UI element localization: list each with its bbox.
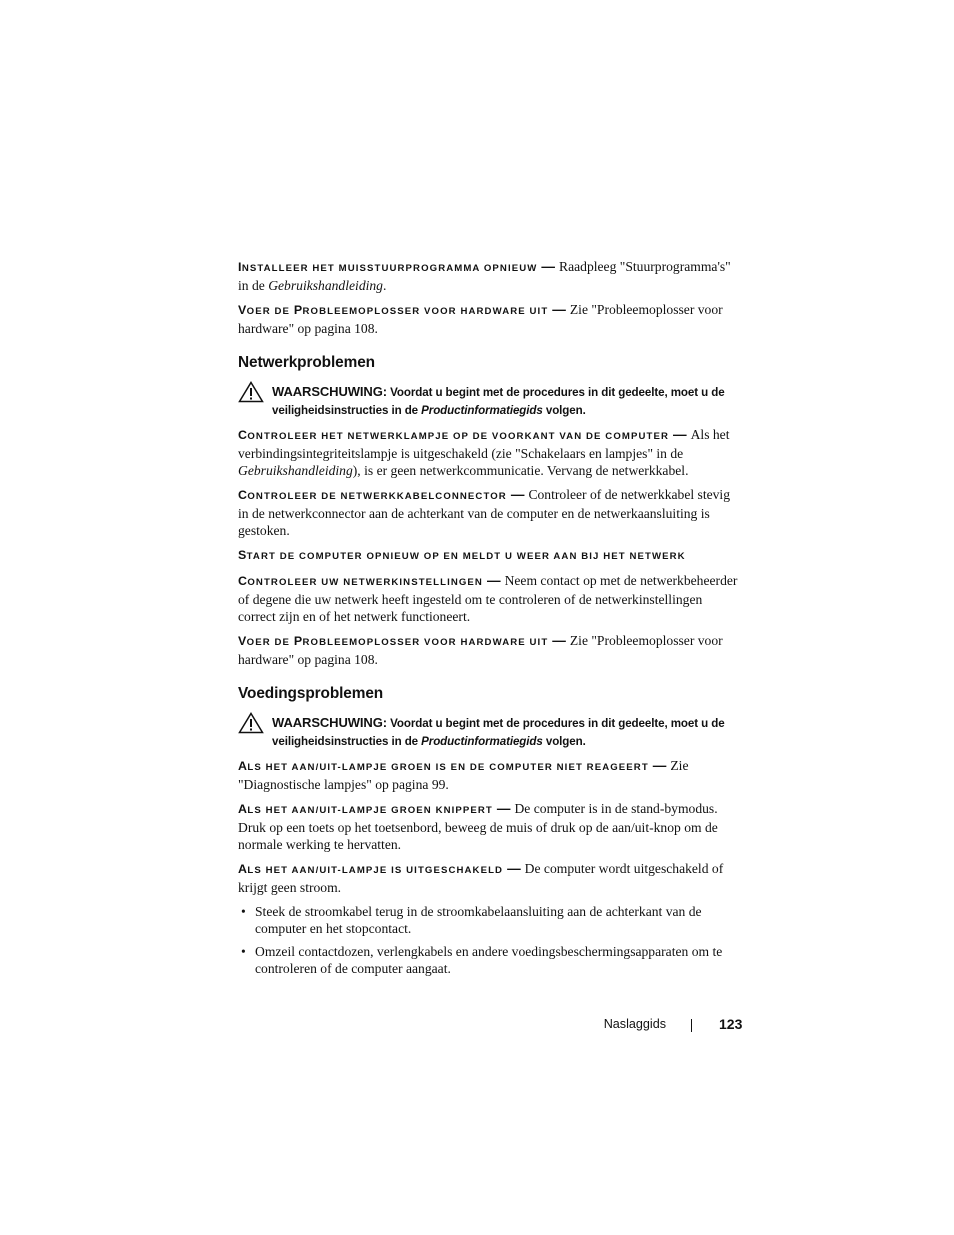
em-dash: —: [652, 758, 667, 773]
lead-initial: C: [238, 488, 248, 502]
lead-text: LS HET AAN/UIT-LAMPJE GROEN IS EN DE COMPUTER NIET REAGEERT: [247, 762, 649, 773]
list-item: [238, 943, 738, 977]
em-dash: —: [552, 302, 566, 317]
lead-text: NSTALLEER HET MUISSTUURPROGRAMMA OPNIEUW: [241, 263, 538, 274]
lead-initial: C: [238, 428, 248, 442]
warning-text-end: volgen.: [542, 734, 586, 748]
warning-block: [238, 714, 738, 750]
lead-text: ONTROLEER HET NETWERKLAMPJE OP DE VOORKANT VAN DE COMPUTER: [247, 431, 669, 442]
em-dash: —: [673, 427, 687, 442]
item-lead: [238, 428, 669, 442]
lead-text: ROBLEEMOPLOSSER VOOR HARDWARE UIT: [302, 637, 549, 648]
lead-text: LS HET AAN/UIT-LAMPJE IS UITGESCHAKELD: [247, 865, 504, 876]
bullet-icon: •: [241, 904, 246, 919]
item-text-end: ), is er geen netwerkcommunicatie. Vervang de netwerkkabel.: [352, 463, 689, 478]
lead-text: LS HET AAN/UIT-LAMPJE GROEN KNIPPERT: [247, 805, 493, 816]
warning-block: [238, 383, 738, 419]
item-text: Zie "Probleemoplosser voor hardware" op pagina 108.: [238, 302, 723, 336]
section-heading-power: Voedingsproblemen: [238, 685, 384, 702]
em-dash: —: [486, 573, 501, 588]
lead-initial: C: [238, 574, 248, 588]
warning-italic: Productinformatiegids: [421, 403, 543, 417]
em-dash: —: [552, 633, 566, 648]
item-text: Zie "Probleemoplosser voor hardware" op pagina 108.: [238, 633, 723, 667]
lead-text: ONTROLEER DE NETWERKKABELCONNECTOR: [247, 491, 507, 502]
lead-initial: I: [238, 260, 242, 274]
warning-label: WAARSCHUWING:: [272, 384, 387, 399]
lead-text: TART DE COMPUTER OPNIEUW OP EN MELDT U WEER AAN BIJ HET NETWERK: [246, 551, 686, 562]
troubleshoot-item: [238, 258, 738, 294]
page-footer: [0, 1015, 954, 1035]
lead-initial: V: [238, 303, 247, 317]
troubleshoot-item: [238, 632, 738, 668]
lead-text: OER DE: [246, 306, 294, 317]
item-lead: [238, 634, 549, 648]
troubleshoot-item: [238, 860, 738, 896]
troubleshoot-item: [238, 426, 738, 479]
page-content: [238, 258, 738, 983]
item-text: De computer is in de stand-bymodus. Druk op een toets op het toetsenbord, beweeg de muis of druk op de aan/uit-knop om de normale werking te hervatten.: [238, 801, 718, 852]
page-number: 123: [719, 1016, 743, 1032]
item-text-end: .: [382, 278, 387, 293]
em-dash: —: [507, 861, 521, 876]
item-lead: [238, 488, 507, 502]
troubleshoot-item: [238, 800, 738, 853]
warning-label: WAARSCHUWING:: [272, 715, 387, 730]
item-italic: Gebruikshandleiding: [268, 278, 383, 293]
item-text: Raadpleeg "Stuurprogramma's" in de: [238, 259, 731, 293]
footer-divider: [691, 1019, 692, 1032]
lead-text: ROBLEEMOPLOSSER VOOR HARDWARE UIT: [302, 306, 549, 317]
item-lead: [238, 548, 686, 562]
item-lead: [238, 574, 483, 588]
lead-text: ONTROLEER UW NETWERKINSTELLINGEN: [247, 577, 483, 588]
warning-text: Voordat u begint met de procedures in dit gedeelte, moet u de veiligheidsinstructies in de: [272, 386, 725, 417]
item-lead: [238, 802, 493, 816]
warning-text: Voordat u begint met de procedures in dit gedeelte, moet u de veiligheidsinstructies in de: [272, 717, 725, 748]
lead-initial: A: [238, 802, 248, 816]
lead-initial: P: [293, 634, 303, 648]
lead-initial: S: [238, 548, 247, 562]
lead-initial: A: [238, 759, 248, 773]
em-dash: —: [541, 259, 556, 274]
em-dash: —: [496, 801, 511, 816]
warning-italic: Productinformatiegids: [421, 734, 543, 748]
item-lead: [238, 862, 504, 876]
warning-text-end: volgen.: [542, 403, 586, 417]
lead-initial: P: [293, 303, 303, 317]
lead-initial: V: [238, 634, 247, 648]
item-text: De computer wordt uitgeschakeld of krijgt geen stroom.: [238, 861, 724, 895]
list-item-text: Steek de stroomkabel terug in de stroomkabelaansluiting aan de achterkant van de computer en het stopcontact.: [255, 904, 702, 936]
lead-text: OER DE: [246, 637, 294, 648]
bullet-icon: •: [241, 944, 246, 959]
em-dash: —: [510, 487, 525, 502]
item-lead: [238, 759, 649, 773]
section-heading-network: Netwerkproblemen: [238, 354, 375, 371]
warning-triangle-icon: [238, 712, 264, 734]
lead-initial: A: [238, 862, 248, 876]
bullet-list: [238, 903, 738, 977]
item-lead: [238, 260, 538, 274]
troubleshoot-item: [238, 757, 738, 793]
troubleshoot-item: [238, 572, 738, 625]
item-italic: Gebruikshandleiding: [238, 463, 353, 478]
list-item-text: Omzeil contactdozen, verlengkabels en andere voedingsbeschermingsapparaten om te controleren of de computer aangaat.: [255, 944, 723, 976]
troubleshoot-item: [238, 546, 738, 565]
list-item: [238, 903, 738, 937]
item-text: Als het verbindingsintegriteitslampje is uitgeschakeld (zie "Schakelaars en lampjes" in de: [238, 427, 730, 461]
troubleshoot-item: [238, 301, 738, 337]
item-text: Controleer of de netwerkkabel stevig in de netwerkconnector aan de achterkant van de computer en de netwerkaansluiting is gestoken.: [238, 487, 731, 538]
footer-title: Naslaggids: [603, 1017, 666, 1031]
item-text: Neem contact op met de netwerkbeheerder of degene die uw netwerk heeft ingesteld om te controleren of de netwerkinstellingen correct zijn en of het netwerk functioneert.: [238, 573, 738, 624]
item-lead: [238, 303, 549, 317]
item-text: Zie "Diagnostische lampjes" op pagina 99.: [238, 758, 689, 792]
troubleshoot-item: [238, 486, 738, 539]
warning-triangle-icon: [238, 381, 264, 403]
